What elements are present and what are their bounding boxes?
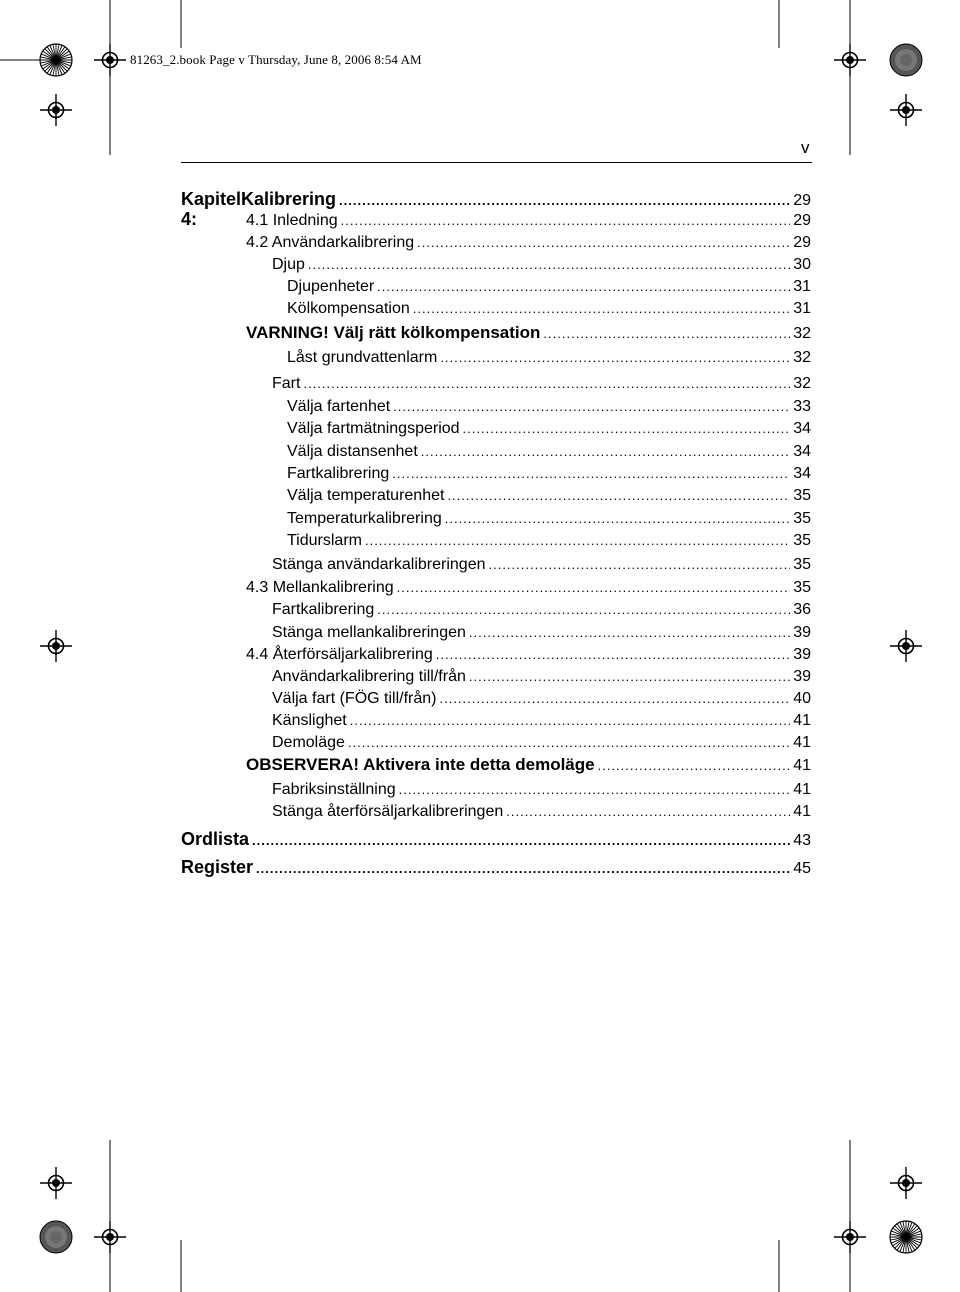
dot-leader [439, 689, 790, 709]
dot-leader [447, 486, 790, 506]
toc-page-number: 40 [793, 690, 811, 707]
toc-page-number: 41 [793, 781, 811, 798]
toc-entry[interactable] [181, 733, 811, 753]
toc-entry[interactable] [181, 442, 811, 462]
dot-leader [377, 600, 790, 620]
dot-leader [440, 348, 790, 368]
toc-page-number: 41 [793, 803, 811, 820]
dot-leader [543, 324, 790, 344]
toc-entry[interactable] [181, 211, 811, 231]
toc-page-number: 35 [793, 487, 811, 504]
toc-page-number: 39 [793, 668, 811, 685]
chapter-number: Kapitel 4: [181, 189, 242, 229]
toc-entry-label: Ordlista [181, 829, 250, 849]
toc-entry-label: Djupenheter [287, 278, 375, 295]
toc-entry-label: Välja fart (FÖG till/från) [272, 690, 437, 707]
toc-entry[interactable] [181, 689, 811, 709]
toc-page-number: 35 [793, 532, 811, 549]
toc-page-number: 34 [793, 420, 811, 437]
toc-page-number: 36 [793, 601, 811, 618]
toc-entry-label: Användarkalibrering till/från [272, 668, 466, 685]
toc-entry[interactable] [181, 509, 811, 529]
toc-entry-label: Låst grundvattenlarm [287, 349, 438, 366]
toc-entry[interactable] [181, 397, 811, 417]
toc-page-number: 45 [793, 860, 811, 877]
toc-page-number: 41 [793, 757, 811, 774]
dot-leader [417, 233, 790, 253]
dot-leader [308, 255, 790, 275]
toc-entry[interactable] [181, 348, 811, 368]
toc-entry-label: Fabriksinställning [272, 781, 396, 798]
toc-entry-label: OBSERVERA! Aktivera inte detta demoläge [246, 755, 595, 774]
dot-leader [488, 555, 790, 575]
header-rule [181, 162, 812, 163]
toc-entry[interactable] [181, 531, 811, 551]
toc-entry[interactable] [181, 555, 811, 575]
toc-entry-label: 4.4 Återförsäljarkalibrering [246, 646, 433, 663]
dot-leader [303, 374, 790, 394]
dot-leader [463, 419, 791, 439]
page-number: v [801, 138, 810, 157]
toc-entry-label: Kalibrering [241, 189, 337, 209]
toc-entry-label: Kölkompensation [287, 300, 410, 317]
dot-leader [377, 277, 790, 297]
dot-leader [506, 802, 790, 822]
toc-entry-label: Demoläge [272, 734, 345, 751]
toc-page-number: 31 [793, 300, 811, 317]
dot-leader [399, 780, 791, 800]
toc-page-number: 31 [793, 278, 811, 295]
toc-page-number: 34 [793, 465, 811, 482]
toc-entry-label: Välja temperaturenhet [287, 487, 445, 504]
toc-section-register[interactable] [181, 857, 811, 879]
toc-page-number: 35 [793, 556, 811, 573]
toc-entry-label: 4.3 Mellankalibrering [246, 579, 394, 596]
toc-page-number: 39 [793, 646, 811, 663]
toc-entry-label: Djup [272, 256, 305, 273]
toc-entry[interactable] [181, 578, 811, 598]
toc-entry[interactable] [181, 780, 811, 800]
toc-section-ordlista[interactable] [181, 829, 811, 851]
dot-leader [397, 578, 791, 598]
toc-entry[interactable] [181, 623, 811, 643]
toc-entry[interactable] [181, 419, 811, 439]
toc-entry-warning[interactable] [181, 323, 811, 344]
dot-leader [348, 733, 790, 753]
dot-leader [598, 756, 791, 776]
dot-leader [445, 509, 790, 529]
toc-entry[interactable] [181, 255, 811, 275]
toc-entry-label: Fart [272, 375, 301, 392]
dot-leader [256, 859, 790, 879]
dot-leader [421, 442, 790, 462]
dot-leader [350, 711, 790, 731]
toc-entry-observera[interactable] [181, 755, 811, 776]
toc-page-number: 35 [793, 510, 811, 527]
dot-leader [413, 299, 790, 319]
toc-entry-label: Välja fartmätningsperiod [287, 420, 460, 437]
dot-leader [469, 623, 790, 643]
toc-entry-label: 4.1 Inledning [246, 212, 338, 229]
toc-entry[interactable] [181, 374, 811, 394]
toc-entry-label: Stänga återförsäljarkalibreringen [272, 803, 504, 820]
toc-entry[interactable] [181, 802, 811, 822]
toc-entry[interactable] [181, 464, 811, 484]
dot-leader [341, 211, 791, 231]
toc-entry-label: Fartkalibrering [272, 601, 375, 618]
toc-entry[interactable] [181, 486, 811, 506]
toc-entry-label: Temperaturkalibrering [287, 510, 442, 527]
toc-entry[interactable] [181, 233, 811, 253]
toc-entry-label: Känslighet [272, 712, 347, 729]
toc-page-number: 32 [793, 349, 811, 366]
toc-entry[interactable] [181, 600, 811, 620]
toc-page-number: 29 [793, 212, 811, 229]
toc-page-number: 32 [793, 325, 811, 342]
toc-page-number: 41 [793, 734, 811, 751]
toc-entry-label: VARNING! Välj rätt kölkompensation [246, 323, 541, 342]
toc-entry-label: Stänga mellankalibreringen [272, 624, 466, 641]
dot-leader [393, 397, 790, 417]
dot-leader [339, 191, 790, 211]
dot-leader [365, 531, 790, 551]
toc-page-number: 30 [793, 256, 811, 273]
toc-page-number: 43 [793, 832, 811, 849]
toc-entry-label: Stänga användarkalibreringen [272, 556, 486, 573]
toc-page-number: 39 [793, 624, 811, 641]
toc-page-number: 29 [793, 234, 811, 251]
print-slug: 81263_2.book Page v Thursday, June 8, 2006 8:54 AM [130, 52, 422, 67]
dot-leader [469, 667, 790, 687]
toc-entry[interactable] [181, 277, 811, 297]
toc-page-number: 29 [793, 192, 811, 209]
toc-page-number: 32 [793, 375, 811, 392]
toc-entry-label: 4.2 Användarkalibrering [246, 234, 415, 251]
toc-entry[interactable] [181, 645, 811, 665]
dot-leader [392, 464, 790, 484]
dot-leader [252, 831, 790, 851]
toc-page-number: 33 [793, 398, 811, 415]
toc-entry-label: Fartkalibrering [287, 465, 390, 482]
toc-page-number: 41 [793, 712, 811, 729]
toc-page-number: 34 [793, 443, 811, 460]
toc-entry-label: Tidurslarm [287, 532, 362, 549]
dot-leader [436, 645, 790, 665]
toc-entry[interactable] [181, 299, 811, 319]
toc-entry-label: Register [181, 857, 254, 877]
toc-page-number: 35 [793, 579, 811, 596]
toc-entry[interactable] [181, 711, 811, 731]
toc-entry-label: Välja distansenhet [287, 443, 418, 460]
toc-entry[interactable] [181, 667, 811, 687]
toc-entry-label: Välja fartenhet [287, 398, 391, 415]
